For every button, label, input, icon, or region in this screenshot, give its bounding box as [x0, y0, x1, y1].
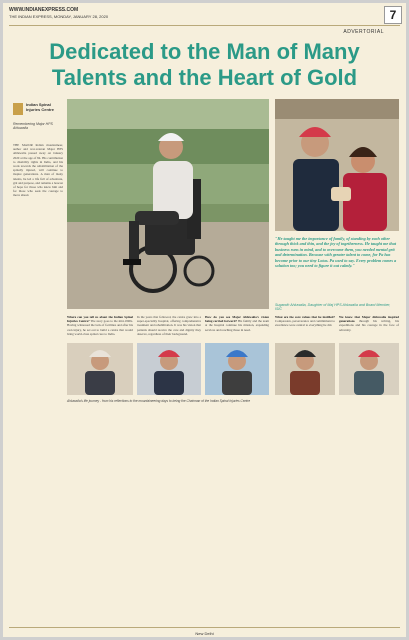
article-column-1: THE MAJOR Indian mountaineer, author and war-veteran Major HPS Ahluwalia passed away on January 2020 at the age of 84. His contribution to disability rights in India, and his work towards the rehabilitation of the spinally injured, will continue to inspire generations. A man of many talents, he led a life full of adventure, grit and purpose, and remains a beacon of hope for those who knew him and for those who seek the courage to move ahead. — [13, 143, 63, 198]
family-photo — [275, 99, 399, 231]
isic-logo — [13, 101, 57, 139]
byline: Remembering Major HPS Ahluwalia — [13, 122, 53, 130]
footer-rule — [9, 627, 400, 628]
article-column-4: How do you see Major Ahluwalia's vision being carried forward? His family and the team at the hospital continue his mission, expanding services and reaching those in need. — [205, 315, 269, 332]
page-number: 7 — [384, 6, 402, 24]
headline-line-2: Talents and the Heart of Gold — [51, 65, 358, 90]
newspaper-page — [3, 3, 406, 637]
article-column-5: What are the core values that he instilled? Compassion, perseverance and commitment to excellence were central to everything he did. — [275, 315, 335, 328]
wheelchair-photo-illustration — [67, 99, 269, 309]
photo-caption: Ahluwalia's life journey - from his reflections to the mountaineering days to being the Chairman of the Indian Spinal Injuries Centre — [67, 399, 251, 403]
dateline: THE INDIAN EXPRESS, MONDAY, JANUARY 28, 2020 — [9, 14, 109, 19]
header-rule — [9, 25, 400, 26]
bottom-photo-5-illustration — [339, 343, 399, 395]
page-footer — [3, 629, 406, 637]
family-photo-illustration — [275, 99, 399, 231]
article-column-2: Where can you tell us about the Indian Spinal Injuries Centre? The story goes to the mid-1990s. Having witnessed the lack of facilities and after his own injury, he set out to build a centre that would bring world-class spinal care to India. — [67, 315, 133, 336]
headline — [13, 39, 396, 91]
article-column-6: We know that Major Ahluwalia inspired generations through his writing, his expeditions and his courage in the face of adversity. — [339, 315, 399, 332]
pull-quote: "He taught me the importance of family, of standing by each other through thick and thin, and the joy of togetherness. He taught me that business runs in mind, and to overcome them, you needed mental grit and determination. Because with greater talent to come, for Pa has become prior to our tiny Lotus. Pa used to say. Every problem comes a solution too; you need to figure it out calmly." — [275, 236, 397, 269]
page-header — [7, 6, 402, 24]
bottom-photo-2-illustration — [137, 343, 201, 395]
bottom-photo-1 — [67, 343, 133, 395]
site-url: WWW.INDIANEXPRESS.COM — [9, 7, 79, 13]
article-column-3: In the years that followed, the centre grew into a super-speciality hospital, offering comprehensive treatment and rehabilitation. It was his vision that patients should receive the care and dignity they deserve, regardless of their background. — [137, 315, 201, 336]
footer-city: New Delhi — [195, 631, 214, 636]
bottom-photo-5 — [339, 343, 399, 395]
bottom-photo-4-illustration — [275, 343, 335, 395]
headline-line-1: Dedicated to the Man of Many — [49, 39, 360, 64]
bottom-photo-4 — [275, 343, 335, 395]
logo-mark-icon — [13, 103, 23, 115]
main-photo — [67, 99, 269, 309]
bottom-photo-3 — [205, 343, 269, 395]
bottom-photo-3-illustration — [205, 343, 269, 395]
bottom-photo-1-illustration — [67, 343, 133, 395]
section-label: ADVERTORIAL — [343, 29, 384, 35]
bottom-photo-2 — [137, 343, 201, 395]
logo-name: Indian Spinal Injuries Centre — [26, 102, 55, 112]
pull-quote-attribution: Sugandh Ahluwalia, Daughter of Maj HPS Ahluwalia and Board Member, ISIC — [275, 303, 391, 312]
